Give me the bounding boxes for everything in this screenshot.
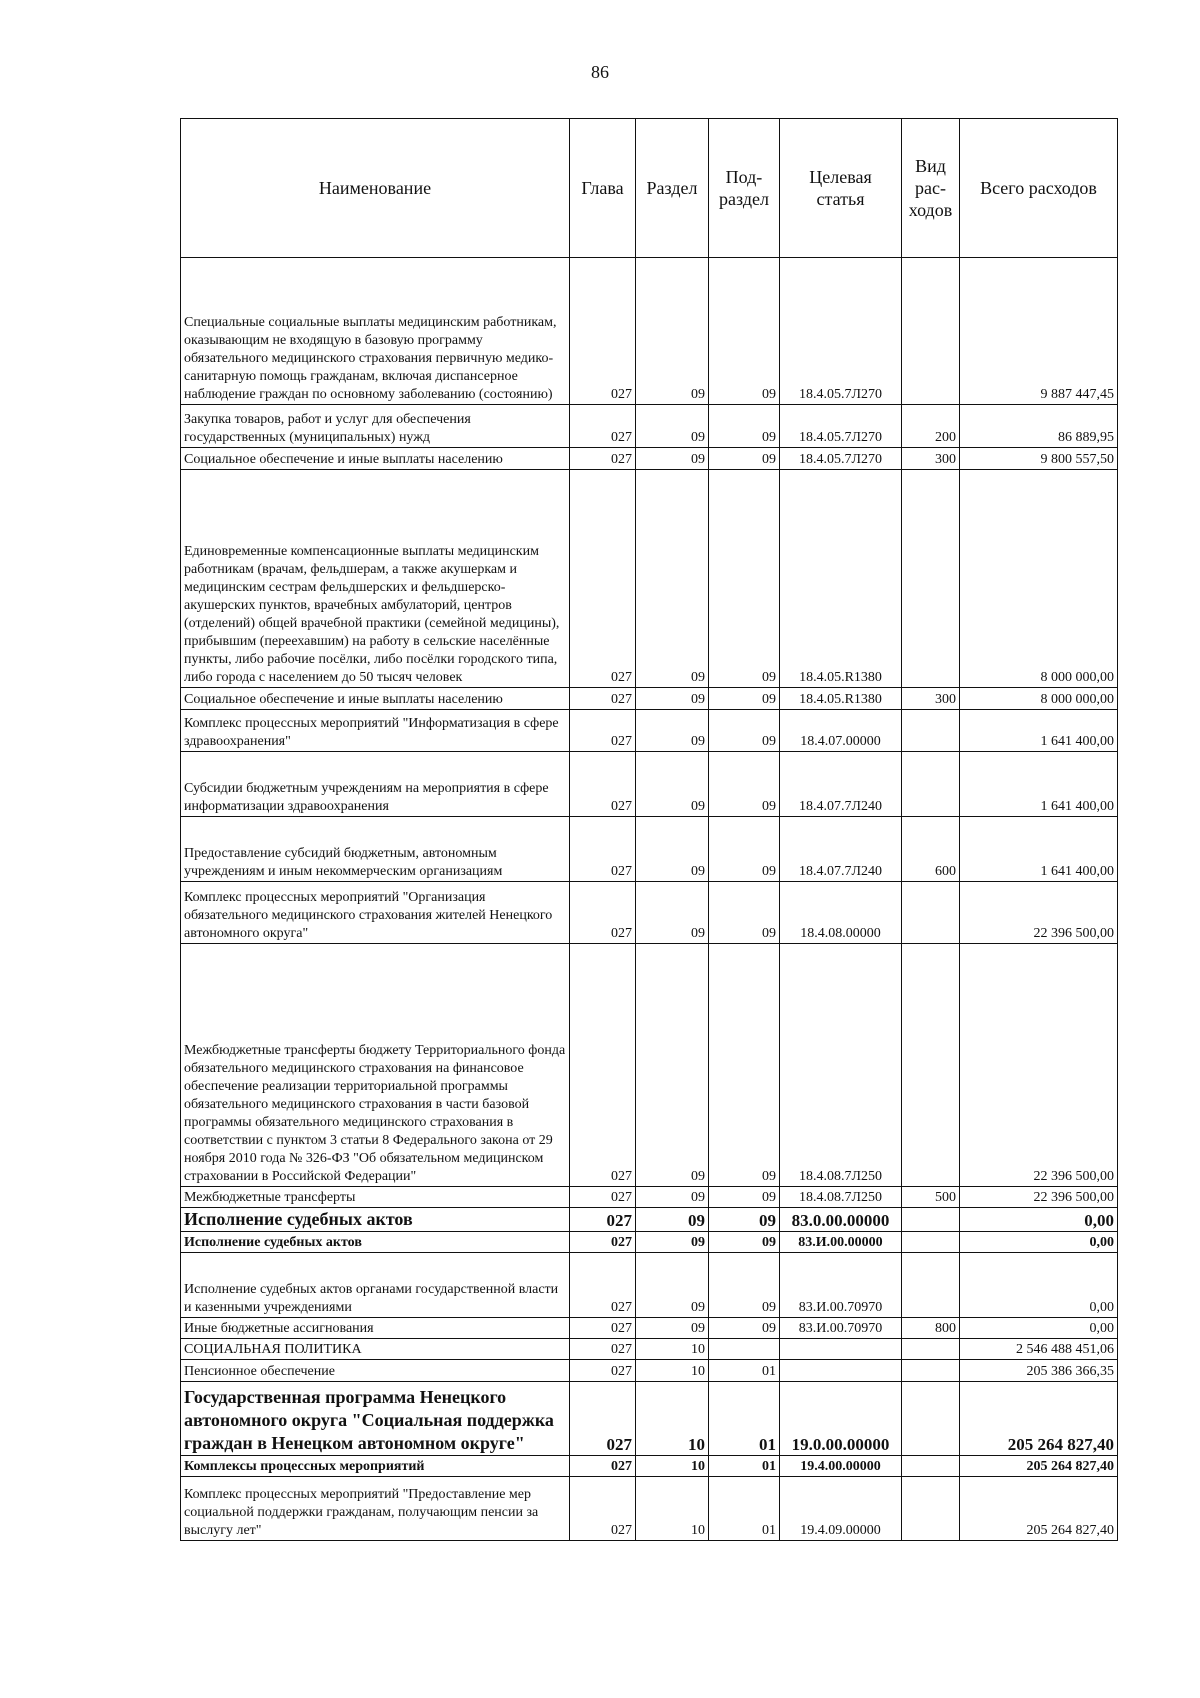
cell-glava: 027: [570, 1318, 636, 1339]
cell-glava: 027: [570, 1360, 636, 1382]
table-row: [181, 1208, 1118, 1232]
cell-total: 0,00: [960, 1208, 1118, 1232]
cell-total: 9 887 447,45: [960, 258, 1118, 405]
cell-podrazdel: 09: [709, 1208, 780, 1232]
cell-razdel: 09: [636, 258, 709, 405]
cell-target: 18.4.05.7Л270: [780, 405, 902, 448]
cell-razdel: 09: [636, 448, 709, 470]
cell-razdel: 10: [636, 1477, 709, 1541]
cell-total: 205 264 827,40: [960, 1382, 1118, 1456]
cell-razdel: 09: [636, 1253, 709, 1318]
cell-glava: 027: [570, 1208, 636, 1232]
cell-target: 18.4.08.00000: [780, 882, 902, 944]
cell-total: 0,00: [960, 1253, 1118, 1318]
cell-glava: 027: [570, 1456, 636, 1477]
cell-name: Закупка товаров, работ и услуг для обеспечения государственных (муниципальных) нужд: [181, 405, 570, 448]
cell-podrazdel: 09: [709, 882, 780, 944]
header-total: Всего расходов: [960, 119, 1118, 258]
cell-razdel: 09: [636, 1187, 709, 1208]
cell-total: 8 000 000,00: [960, 470, 1118, 688]
cell-vid: 200: [902, 405, 960, 448]
table-row: [181, 258, 1118, 405]
cell-total: 86 889,95: [960, 405, 1118, 448]
cell-total: 22 396 500,00: [960, 882, 1118, 944]
cell-target: 19.4.00.00000: [780, 1456, 902, 1477]
cell-name: Комплекс процессных мероприятий "Предоставление мер социальной поддержки гражданам, получающим пенсии за выслугу лет": [181, 1477, 570, 1541]
cell-vid: [902, 944, 960, 1187]
cell-glava: 027: [570, 882, 636, 944]
cell-target: [780, 1339, 902, 1360]
cell-glava: 027: [570, 1382, 636, 1456]
cell-podrazdel: [709, 1339, 780, 1360]
cell-vid: 800: [902, 1318, 960, 1339]
cell-target: 18.4.05.7Л270: [780, 448, 902, 470]
cell-podrazdel: 09: [709, 1187, 780, 1208]
cell-podrazdel: 09: [709, 688, 780, 710]
cell-razdel: 09: [636, 1232, 709, 1253]
cell-razdel: 10: [636, 1339, 709, 1360]
cell-glava: 027: [570, 1477, 636, 1541]
cell-razdel: 09: [636, 944, 709, 1187]
cell-total: 2 546 488 451,06: [960, 1339, 1118, 1360]
cell-total: 205 264 827,40: [960, 1477, 1118, 1541]
cell-total: 205 386 366,35: [960, 1360, 1118, 1382]
cell-target: 19.0.00.00000: [780, 1382, 902, 1456]
cell-vid: [902, 752, 960, 817]
header-podrazdel: Под- раздел: [709, 119, 780, 258]
header-name: Наименование: [181, 119, 570, 258]
table-row: [181, 1339, 1118, 1360]
cell-target: 19.4.09.00000: [780, 1477, 902, 1541]
table-row: [181, 1360, 1118, 1382]
cell-target: 18.4.07.7Л240: [780, 817, 902, 882]
cell-total: 9 800 557,50: [960, 448, 1118, 470]
cell-podrazdel: 01: [709, 1477, 780, 1541]
cell-razdel: 09: [636, 752, 709, 817]
cell-razdel: 09: [636, 710, 709, 752]
cell-vid: [902, 710, 960, 752]
cell-vid: [902, 470, 960, 688]
table-row: [181, 710, 1118, 752]
header-vid: Вид рас- ходов: [902, 119, 960, 258]
cell-total: 1 641 400,00: [960, 817, 1118, 882]
cell-vid: [902, 882, 960, 944]
cell-podrazdel: 09: [709, 944, 780, 1187]
cell-podrazdel: 09: [709, 258, 780, 405]
cell-target: 83.И.00.00000: [780, 1232, 902, 1253]
cell-razdel: 09: [636, 688, 709, 710]
table-row: [181, 817, 1118, 882]
cell-razdel: 10: [636, 1382, 709, 1456]
cell-name: Социальное обеспечение и иные выплаты населению: [181, 448, 570, 470]
table-header-row: [181, 119, 1118, 258]
cell-name: Комплекс процессных мероприятий "Организация обязательного медицинского страхования жителей Ненецкого автономного округа": [181, 882, 570, 944]
cell-target: 18.4.05.R1380: [780, 470, 902, 688]
budget-table: [180, 118, 1118, 1541]
table-row: [181, 1232, 1118, 1253]
cell-name: Исполнение судебных актов: [181, 1232, 570, 1253]
cell-name: Исполнение судебных актов: [181, 1208, 570, 1232]
table-row: [181, 882, 1118, 944]
cell-vid: [902, 1339, 960, 1360]
cell-total: 205 264 827,40: [960, 1456, 1118, 1477]
cell-name: Исполнение судебных актов органами государственной власти и казенными учреждениями: [181, 1253, 570, 1318]
cell-name: Социальное обеспечение и иные выплаты населению: [181, 688, 570, 710]
cell-razdel: 09: [636, 1208, 709, 1232]
cell-razdel: 09: [636, 1318, 709, 1339]
cell-glava: 027: [570, 944, 636, 1187]
cell-razdel: 09: [636, 470, 709, 688]
cell-total: 0,00: [960, 1232, 1118, 1253]
header-target: Целевая статья: [780, 119, 902, 258]
cell-name: Предоставление субсидий бюджетным, автономным учреждениям и иным некоммерческим организациям: [181, 817, 570, 882]
table-row: [181, 944, 1118, 1187]
header-razdel: Раздел: [636, 119, 709, 258]
cell-name: СОЦИАЛЬНАЯ ПОЛИТИКА: [181, 1339, 570, 1360]
cell-vid: [902, 1253, 960, 1318]
cell-glava: 027: [570, 1187, 636, 1208]
table-row: [181, 405, 1118, 448]
cell-glava: 027: [570, 470, 636, 688]
cell-name: Единовременные компенсационные выплаты медицинским работникам (врачам, фельдшерам, а также акушеркам и медицинским сестрам фельдшерских и фельдшерско-акушерских пунктов, врачебных амбулаторий, центров (отделений) общей врачебной практики (семейной медицины), прибывшим (переехавшим) на работу в сельские населённые пункты, либо рабочие посёлки, либо посёлки городского типа, либо города с населением до 50 тысяч человек: [181, 470, 570, 688]
cell-name: Комплекс процессных мероприятий "Информатизация в сфере здравоохранения": [181, 710, 570, 752]
cell-glava: 027: [570, 1232, 636, 1253]
cell-glava: 027: [570, 448, 636, 470]
table-row: [181, 1382, 1118, 1456]
table-row: [181, 1318, 1118, 1339]
cell-podrazdel: 09: [709, 470, 780, 688]
cell-podrazdel: 09: [709, 752, 780, 817]
cell-name: Комплексы процессных мероприятий: [181, 1456, 570, 1477]
table-row: [181, 688, 1118, 710]
cell-vid: [902, 1382, 960, 1456]
cell-podrazdel: 09: [709, 1253, 780, 1318]
table-row: [181, 1477, 1118, 1541]
cell-target: 83.И.00.70970: [780, 1253, 902, 1318]
cell-podrazdel: 09: [709, 817, 780, 882]
page-number: 86: [591, 62, 609, 82]
cell-total: 8 000 000,00: [960, 688, 1118, 710]
cell-vid: [902, 258, 960, 405]
cell-podrazdel: 09: [709, 448, 780, 470]
cell-target: 18.4.05.7Л270: [780, 258, 902, 405]
cell-name: Государственная программа Ненецкого автономного округа "Социальная поддержка граждан в Ненецком автономном округе": [181, 1382, 570, 1456]
cell-glava: 027: [570, 688, 636, 710]
cell-vid: [902, 1477, 960, 1541]
cell-glava: 027: [570, 710, 636, 752]
cell-target: 18.4.05.R1380: [780, 688, 902, 710]
cell-podrazdel: 09: [709, 1232, 780, 1253]
cell-target: 83.0.00.00000: [780, 1208, 902, 1232]
cell-target: 18.4.08.7Л250: [780, 944, 902, 1187]
cell-total: 1 641 400,00: [960, 710, 1118, 752]
cell-glava: 027: [570, 1253, 636, 1318]
cell-total: 22 396 500,00: [960, 944, 1118, 1187]
cell-vid: 600: [902, 817, 960, 882]
cell-podrazdel: 09: [709, 1318, 780, 1339]
cell-vid: 300: [902, 688, 960, 710]
cell-vid: 300: [902, 448, 960, 470]
cell-name: Пенсионное обеспечение: [181, 1360, 570, 1382]
cell-razdel: 10: [636, 1456, 709, 1477]
cell-razdel: 10: [636, 1360, 709, 1382]
cell-podrazdel: 01: [709, 1360, 780, 1382]
cell-vid: [902, 1456, 960, 1477]
table-row: [181, 1456, 1118, 1477]
cell-name: Межбюджетные трансферты: [181, 1187, 570, 1208]
cell-podrazdel: 09: [709, 710, 780, 752]
cell-name: Специальные социальные выплаты медицинским работникам, оказывающим не входящую в базовую программу обязательного медицинского страхования первичную медико-санитарную помощь гражданам, включая диспансерное наблюдение граждан по основному заболеванию (состоянию): [181, 258, 570, 405]
cell-podrazdel: 09: [709, 405, 780, 448]
cell-total: 0,00: [960, 1318, 1118, 1339]
cell-glava: 027: [570, 405, 636, 448]
header-glava: Глава: [570, 119, 636, 258]
cell-vid: [902, 1360, 960, 1382]
cell-glava: 027: [570, 752, 636, 817]
cell-name: Субсидии бюджетным учреждениям на мероприятия в сфере информатизации здравоохранения: [181, 752, 570, 817]
cell-total: 22 396 500,00: [960, 1187, 1118, 1208]
cell-glava: 027: [570, 1339, 636, 1360]
cell-target: 18.4.07.7Л240: [780, 752, 902, 817]
cell-vid: [902, 1208, 960, 1232]
table-row: [181, 470, 1118, 688]
cell-razdel: 09: [636, 882, 709, 944]
cell-target: [780, 1360, 902, 1382]
cell-glava: 027: [570, 817, 636, 882]
table-row: [181, 1187, 1118, 1208]
cell-name: Межбюджетные трансферты бюджету Территориального фонда обязательного медицинского страхования на финансовое обеспечение реализации территориальной программы обязательного медицинского страхования в части базовой программы обязательного медицинского страхования в соответствии с пунктом 3 статьи 8 Федерального закона от 29 ноября 2010 года № 326-ФЗ "Об обязательном медицинском страховании в Российской Федерации": [181, 944, 570, 1187]
table-row: [181, 448, 1118, 470]
cell-razdel: 09: [636, 817, 709, 882]
cell-podrazdel: 01: [709, 1382, 780, 1456]
cell-vid: [902, 1232, 960, 1253]
cell-target: 18.4.08.7Л250: [780, 1187, 902, 1208]
cell-total: 1 641 400,00: [960, 752, 1118, 817]
table-row: [181, 752, 1118, 817]
cell-podrazdel: 01: [709, 1456, 780, 1477]
cell-name: Иные бюджетные ассигнования: [181, 1318, 570, 1339]
table-body: [181, 258, 1118, 1541]
cell-target: 18.4.07.00000: [780, 710, 902, 752]
cell-glava: 027: [570, 258, 636, 405]
cell-razdel: 09: [636, 405, 709, 448]
table-row: [181, 1253, 1118, 1318]
cell-target: 83.И.00.70970: [780, 1318, 902, 1339]
cell-vid: 500: [902, 1187, 960, 1208]
